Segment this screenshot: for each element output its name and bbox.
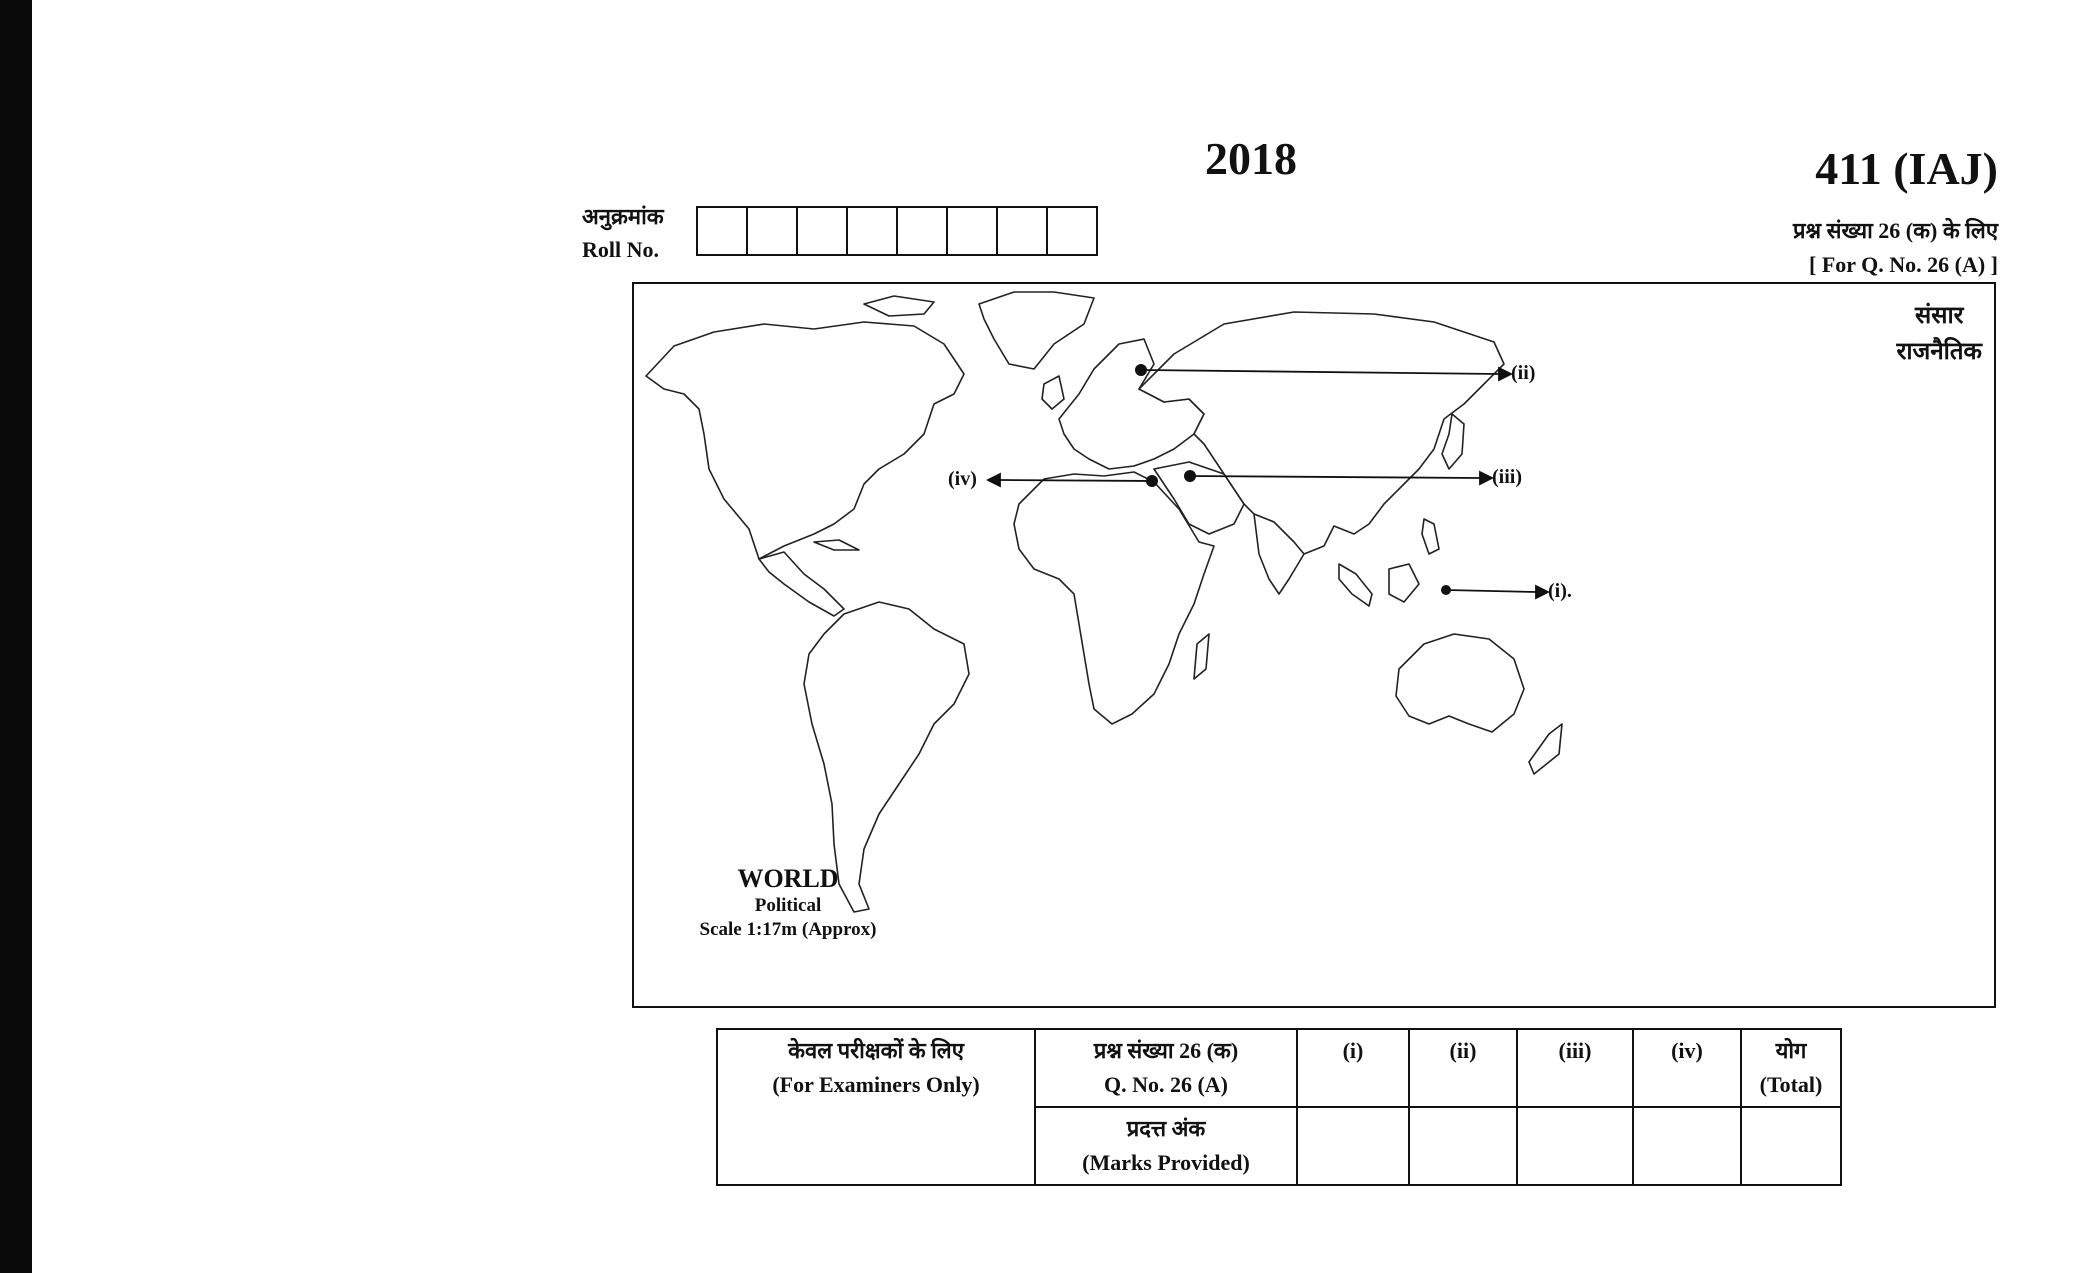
examiners-only-english: (For Examiners Only) xyxy=(772,1072,980,1097)
arrow-i xyxy=(1446,590,1536,592)
landmass-british-isles xyxy=(1042,376,1064,409)
landmass-australia xyxy=(1396,634,1524,732)
marks-provided-english: (Marks Provided) xyxy=(1082,1150,1250,1175)
arrow-head-iv xyxy=(988,474,1000,486)
marker-label-iii: (iii) xyxy=(1492,466,1522,488)
landmass-greenland xyxy=(979,292,1094,369)
examiner-marks-table xyxy=(716,1028,1842,1186)
arrow-head-i xyxy=(1536,586,1548,598)
landmass-central-america xyxy=(759,552,844,616)
marks-input-ii[interactable] xyxy=(1409,1107,1517,1185)
question-number-english: Q. No. 26 (A) xyxy=(1103,1072,1229,1097)
col-header-iii: (iii) xyxy=(1517,1029,1633,1107)
roll-digit-box[interactable] xyxy=(848,208,898,254)
map-legend xyxy=(678,864,898,942)
paper-code: 411 (IAJ) xyxy=(1815,143,1998,194)
landmass-new-zealand xyxy=(1529,724,1562,774)
marks-provided-cell xyxy=(1035,1107,1297,1185)
scan-edge xyxy=(0,0,32,1273)
world-map-frame xyxy=(632,282,1996,1008)
marks-input-iii[interactable] xyxy=(1517,1107,1633,1185)
legend-scale: Scale 1:17m (Approx) xyxy=(699,919,877,940)
roll-digit-box[interactable] xyxy=(948,208,998,254)
map-corner-title xyxy=(1897,298,1983,370)
roll-digit-box[interactable] xyxy=(898,208,948,254)
marker-label-i: (i). xyxy=(1548,580,1572,602)
arrow-head-ii xyxy=(1499,368,1511,380)
col-header-ii: (ii) xyxy=(1409,1029,1517,1107)
examiners-only-cell xyxy=(717,1029,1035,1185)
total-hindi: योग xyxy=(1775,1038,1807,1063)
col-header-i: (i) xyxy=(1297,1029,1409,1107)
roll-digit-box[interactable] xyxy=(748,208,798,254)
marker-label-iv: (iv) xyxy=(948,468,977,490)
landmass-arctic-islands xyxy=(864,296,934,316)
landmass-cuba xyxy=(814,540,859,550)
marks-provided-hindi: प्रदत्त अंक xyxy=(1126,1116,1206,1141)
marker-label-ii: (ii) xyxy=(1511,362,1536,384)
roll-digit-box[interactable] xyxy=(1048,208,1096,254)
marks-input-iv[interactable] xyxy=(1633,1107,1741,1185)
roll-number-boxes xyxy=(696,206,1098,256)
roll-digit-box[interactable] xyxy=(798,208,848,254)
legend-title: WORLD xyxy=(737,864,839,893)
examiners-only-hindi: केवल परीक्षकों के लिए xyxy=(788,1038,964,1063)
question-reference-english: [ For Q. No. 26 (A) ] xyxy=(1809,252,1998,277)
table-row xyxy=(717,1029,1841,1107)
marks-input-total[interactable] xyxy=(1741,1107,1841,1185)
marks-input-i[interactable] xyxy=(1297,1107,1409,1185)
landmass-japan xyxy=(1442,414,1464,469)
total-english: (Total) xyxy=(1759,1072,1823,1097)
roll-digit-box[interactable] xyxy=(998,208,1048,254)
landmass-north-america xyxy=(646,322,964,559)
legend-subtitle: Political xyxy=(754,895,822,916)
total-cell xyxy=(1741,1029,1841,1107)
roll-label xyxy=(582,200,664,266)
roll-label-hindi: अनुक्रमांक xyxy=(582,204,664,229)
landmass-sumatra xyxy=(1339,564,1372,606)
arrow-head-iii xyxy=(1480,472,1492,484)
arrow-iv xyxy=(1000,480,1152,481)
map-title-hindi-2: राजनैतिक xyxy=(1896,339,1982,365)
map-title-hindi-1: संसार xyxy=(1915,303,1964,329)
col-header-iv: (iv) xyxy=(1633,1029,1741,1107)
question-number-hindi: प्रश्न संख्या 26 (क) xyxy=(1093,1038,1239,1063)
roll-label-english: Roll No. xyxy=(582,237,659,262)
question-reference xyxy=(1793,214,1998,282)
roll-digit-box[interactable] xyxy=(698,208,748,254)
landmass-philippines xyxy=(1422,519,1439,554)
question-reference-hindi: प्रश्न संख्या 26 (क) के लिए xyxy=(1793,218,1998,243)
landmass-madagascar xyxy=(1194,634,1209,679)
landmass-borneo xyxy=(1389,564,1419,602)
question-number-cell xyxy=(1035,1029,1297,1107)
exam-year: 2018 xyxy=(1205,133,1297,184)
